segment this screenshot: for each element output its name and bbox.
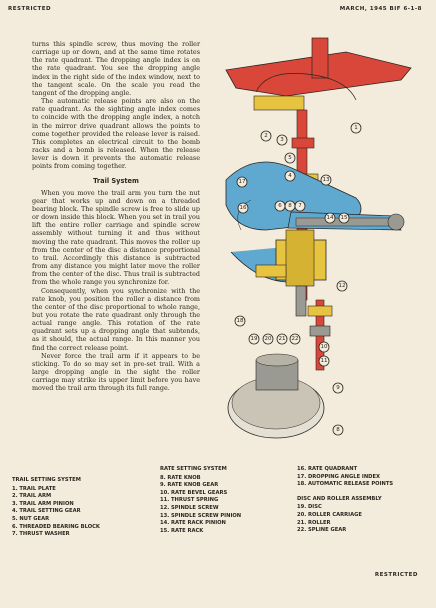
callout-1 bbox=[351, 123, 361, 133]
legend-title-disc: DISC AND ROLLER ASSEMBLY bbox=[297, 495, 382, 502]
legend-item: 20. ROLLER CARRIAGE bbox=[297, 511, 362, 518]
svg-text:2: 2 bbox=[264, 133, 268, 139]
legend-item: 1. TRAIL PLATE bbox=[12, 485, 56, 492]
rate-knob-disc bbox=[228, 354, 324, 438]
callout-12 bbox=[337, 281, 347, 291]
header-date-code: MARCH, 1945 BIF 6-1-8 bbox=[339, 6, 422, 12]
callout-2 bbox=[261, 131, 271, 141]
callout-6 bbox=[275, 201, 285, 211]
callout-8 bbox=[285, 201, 295, 211]
legend-item: 10. RATE BEVEL GEARS bbox=[160, 489, 228, 496]
svg-text:9: 9 bbox=[336, 385, 340, 391]
legend-item: 11. THRUST SPRING bbox=[160, 497, 219, 504]
svg-text:13: 13 bbox=[322, 177, 330, 183]
paragraph-3: When you move the trail arm you turn the nut gear that works up and down on a threaded bearing block. The spindle screw is free to slide up or down inside this block. When you set in trail you lift the entire roller carriage and spindle screw assembly without turning it and thus without moving the rate quadrant. This moves the roller up from the center of the disc a distance proportional to trail. Accordingly this distance is subtracted from any distance you might later move the roller from the center of the disc. Thus trail is subtracted from the whole range you synchronize for. bbox=[32, 188, 200, 287]
svg-text:11: 11 bbox=[320, 358, 328, 364]
legend-item: 19. DISC bbox=[297, 504, 322, 511]
legend-item: 13. SPINDLE SCREW PINION bbox=[160, 512, 242, 519]
callout-9 bbox=[333, 383, 343, 393]
legend-item: 5. NUT GEAR bbox=[12, 515, 50, 522]
body-text bbox=[32, 40, 200, 393]
legend-item: 15. RATE RACK bbox=[160, 527, 204, 534]
svg-text:21: 21 bbox=[278, 336, 286, 342]
legend-item: 12. SPINDLE SCREW bbox=[160, 504, 219, 511]
svg-text:16: 16 bbox=[239, 205, 247, 211]
trail-plate bbox=[226, 38, 411, 110]
callout-18 bbox=[235, 316, 245, 326]
legend-title-rate: RATE SETTING SYSTEM bbox=[160, 466, 227, 472]
svg-text:19: 19 bbox=[250, 336, 258, 342]
callout-5 bbox=[285, 153, 295, 163]
svg-text:3: 3 bbox=[280, 137, 284, 143]
callout-13 bbox=[321, 175, 331, 185]
legend-item: 18. AUTOMATIC RELEASE POINTS bbox=[297, 481, 394, 488]
svg-text:22: 22 bbox=[291, 336, 299, 342]
paragraph-1: turns this spindle screw, thus moving the roller carriage up or down, and at the same time rotates the rate quadrant. The dropping angle index is on the rate quadrant. You see the dropping angle index in the right side of the index window, next to the tangent scale. On the scale you read the tangent of the dropping angle. bbox=[32, 40, 200, 97]
bombsight-mechanism-diagram bbox=[196, 30, 436, 460]
svg-text:1: 1 bbox=[354, 125, 358, 131]
legend-item: 22. SPLINE GEAR bbox=[297, 527, 347, 534]
section-heading-trail-system: Trail System bbox=[93, 176, 139, 185]
legend-item: 21. ROLLER bbox=[297, 519, 331, 526]
paragraph-2: The automatic release points are also on the rate quadrant. As the sighting angle index comes to coincide with the dropping angle index, a notch in the mirror drive quadrant allows the points to come together provided the release lever is raised. This completes an electrical circuit to the bomb racks and a bomb is released. When the release lever is down it prevents the automatic release points from coming together. bbox=[32, 97, 200, 171]
callout-3 bbox=[277, 135, 287, 145]
paragraph-5: Never force the trail arm if it appears to be sticking. To do so may set in pre-set trail. With a large dropping angle in the sight the roller carriage may strike its upper limit before you have moved the trail arm through its full range. bbox=[32, 351, 200, 393]
callout-22 bbox=[290, 334, 300, 344]
legend-item: 16. RATE QUADRANT bbox=[297, 466, 358, 472]
legend-item: 3. TRAIL ARM PINION bbox=[12, 500, 74, 507]
legend-rate-disc bbox=[297, 466, 393, 535]
svg-text:20: 20 bbox=[264, 336, 272, 342]
legend-item: 8. RATE KNOB bbox=[160, 474, 201, 481]
svg-text:7: 7 bbox=[298, 203, 302, 209]
callout-8b bbox=[333, 425, 343, 435]
callout-19 bbox=[249, 334, 259, 344]
svg-text:4: 4 bbox=[288, 173, 292, 179]
callout-16 bbox=[238, 203, 248, 213]
footer-restricted: RESTRICTED bbox=[374, 572, 418, 578]
legend-item: 4. TRAIL SETTING GEAR bbox=[12, 508, 81, 515]
callout-4 bbox=[285, 171, 295, 181]
legend-item: 6. THREADED BEARING BLOCK bbox=[12, 523, 100, 530]
svg-text:10: 10 bbox=[320, 344, 328, 350]
callout-17 bbox=[237, 177, 247, 187]
svg-text:18: 18 bbox=[236, 318, 244, 324]
legend-trail-setting bbox=[12, 477, 100, 539]
legend-rate-setting bbox=[160, 466, 241, 535]
svg-text:5: 5 bbox=[288, 155, 292, 161]
svg-text:15: 15 bbox=[340, 215, 348, 221]
svg-text:12: 12 bbox=[338, 283, 346, 289]
callout-15 bbox=[339, 213, 349, 223]
legend-item: 17. DROPPING ANGLE INDEX bbox=[297, 473, 381, 480]
legend-item: 14. RATE RACK PINION bbox=[160, 520, 226, 527]
gear-assembly bbox=[256, 230, 326, 316]
svg-text:8: 8 bbox=[336, 427, 340, 433]
svg-text:17: 17 bbox=[238, 179, 246, 185]
svg-text:14: 14 bbox=[326, 215, 334, 221]
header-restricted: RESTRICTED bbox=[8, 6, 52, 12]
callout-10 bbox=[319, 342, 329, 352]
legend-item: 9. RATE KNOB GEAR bbox=[160, 482, 219, 489]
svg-text:6: 6 bbox=[278, 203, 282, 209]
callout-14 bbox=[325, 213, 335, 223]
legend-item: 7. THRUST WASHER bbox=[12, 531, 70, 538]
callout-11 bbox=[319, 356, 329, 366]
callout-21 bbox=[277, 334, 287, 344]
paragraph-4: Consequently, when you synchronize with the rate knob, you position the roller a distance from the center of the disc proportional to whole range, but you rotate the rate quadrant only through the actual range angle. This rotation of the rate quadrant sets up a dropping angle that subtends, as it should, the actual range. In this manner you find the correct release point. bbox=[32, 286, 200, 352]
callout-7 bbox=[295, 201, 305, 211]
legend-item: 2. TRAIL ARM bbox=[12, 493, 52, 500]
legend-title-trail: TRAIL SETTING SYSTEM bbox=[12, 477, 81, 483]
callout-20 bbox=[263, 334, 273, 344]
svg-text:8: 8 bbox=[288, 203, 292, 209]
